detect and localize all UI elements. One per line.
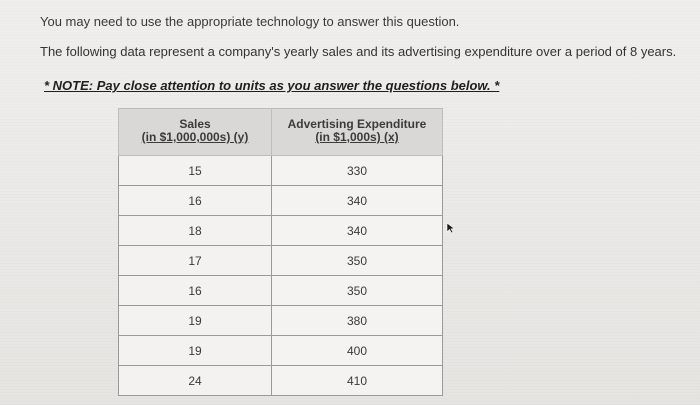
table-header-row (119, 109, 443, 156)
table-row (119, 276, 443, 306)
advertising-cell: 340 (272, 186, 443, 216)
sales-cell: 16 (119, 276, 272, 306)
sales-cell: 17 (119, 246, 272, 276)
advertising-header-unit: (in $1,000s) (x) (315, 130, 399, 144)
sales-cell: 16 (119, 186, 272, 216)
sales-column-header (119, 109, 272, 156)
table-row (119, 246, 443, 276)
advertising-cell: 350 (272, 246, 443, 276)
advertising-column-header (272, 109, 443, 156)
units-note: * NOTE: Pay close attention to units as you answer the questions below. * (44, 78, 500, 93)
table-row (119, 336, 443, 366)
advertising-header-title: Advertising Expenditure (287, 117, 427, 131)
table-row (119, 366, 443, 396)
advertising-cell: 410 (272, 366, 443, 396)
sales-cell: 19 (119, 306, 272, 336)
advertising-cell: 380 (272, 306, 443, 336)
sales-cell: 19 (119, 336, 272, 366)
mouse-pointer-icon (446, 222, 456, 234)
table-row (119, 306, 443, 336)
advertising-cell: 400 (272, 336, 443, 366)
problem-statement: The following data represent a company's yearly sales and its advertising expenditure over a period of 8 years. (40, 44, 677, 59)
advertising-cell: 330 (272, 156, 443, 186)
advertising-cell: 340 (272, 216, 443, 246)
table-row (119, 156, 443, 186)
sales-cell: 15 (119, 156, 272, 186)
sales-cell: 18 (119, 216, 272, 246)
data-table (118, 108, 443, 396)
table-row (119, 186, 443, 216)
advertising-cell: 350 (272, 276, 443, 306)
technology-hint: You may need to use the appropriate technology to answer this question. (40, 14, 460, 29)
sales-cell: 24 (119, 366, 272, 396)
sales-header-unit: (in $1,000,000s) (y) (141, 130, 249, 144)
table-row (119, 216, 443, 246)
sales-header-title: Sales (179, 117, 211, 131)
